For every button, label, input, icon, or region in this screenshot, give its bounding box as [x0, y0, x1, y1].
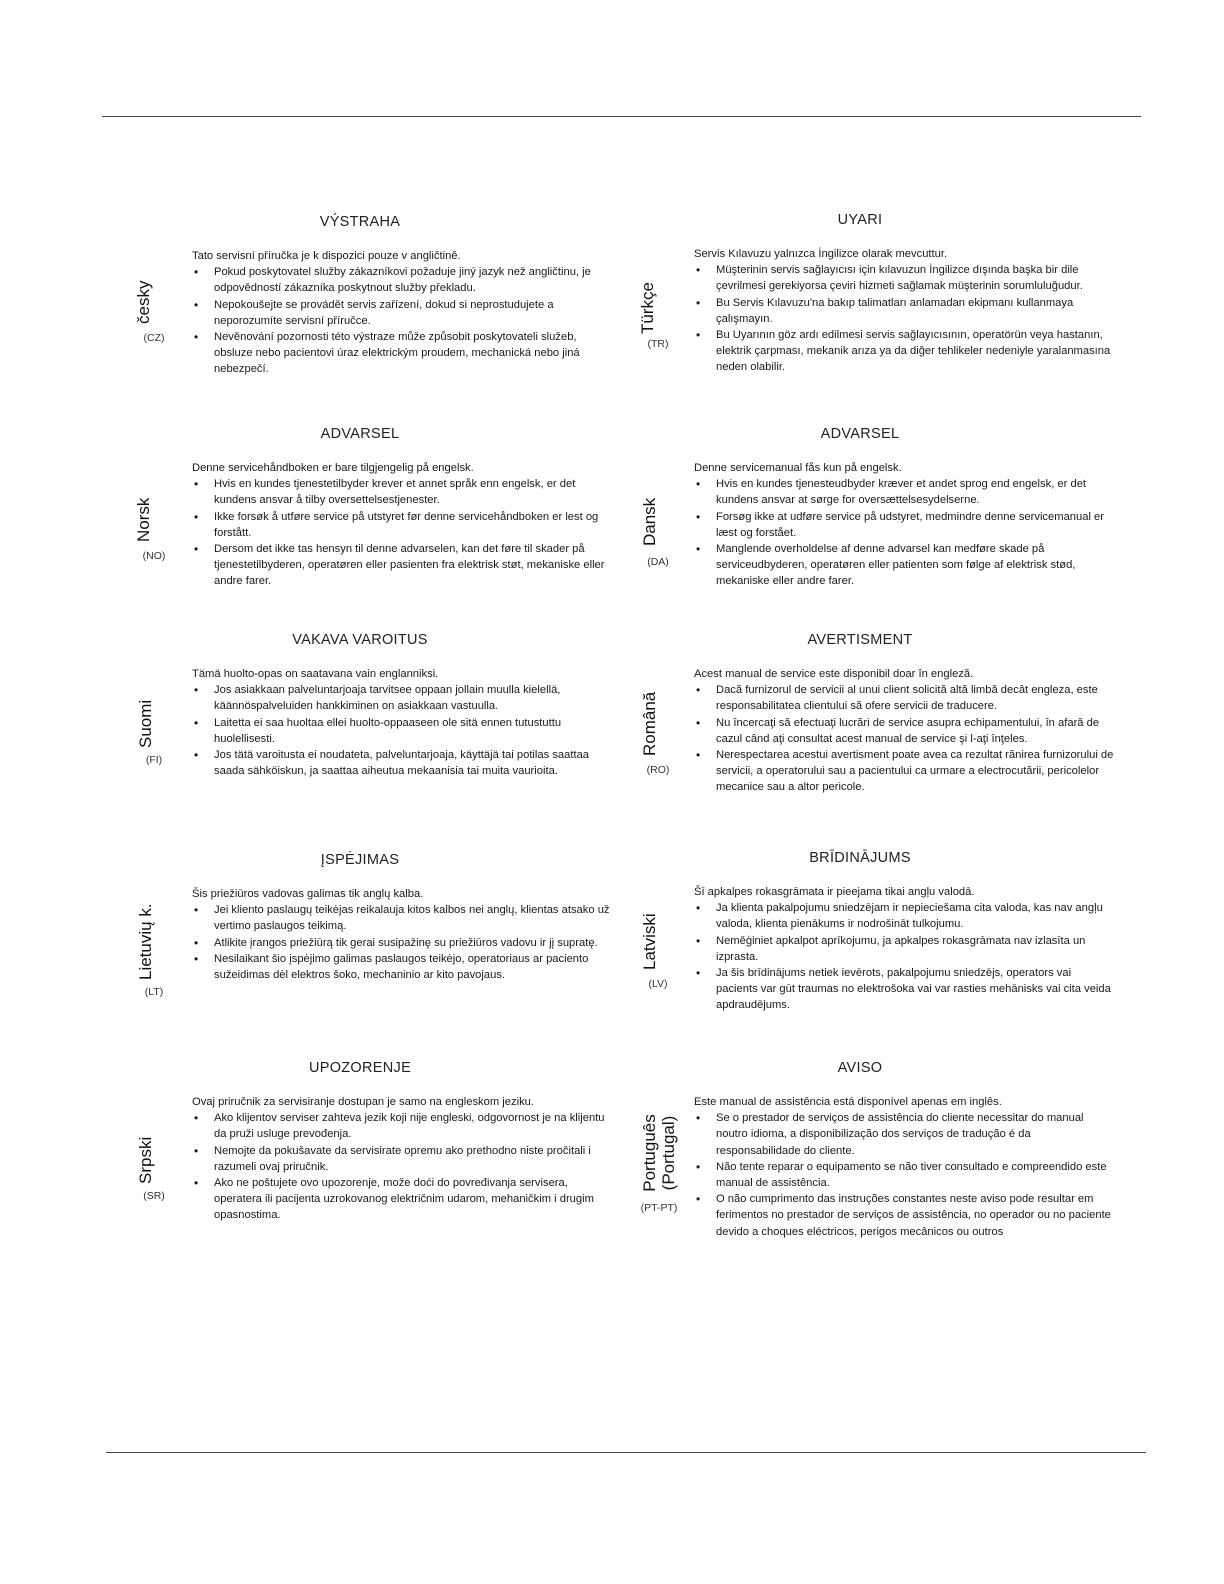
warning-heading: AVISO	[837, 1060, 883, 1076]
warning-bullet: • Hvis en kundes tjenesteudbyder kræver et andet sprog end engelsk, er det kundens ansvar at sørge for oversættelsesydelserne.	[694, 476, 1114, 508]
warning-bullet: • Ikke forsøk å utføre service på utstyret før denne servicehåndboken er lest og forstått.	[192, 509, 617, 541]
warning-section-no	[100, 426, 620, 606]
warning-section-cz	[100, 214, 620, 394]
warning-list	[192, 682, 617, 779]
warning-section-da	[600, 426, 1120, 606]
warning-bullet: • Hvis en kundes tjenestetilbyder krever et annet språk enn engelsk, er det kundens ansvar å tilby oversettelsestjenester.	[192, 476, 617, 508]
warning-bullet: • Não tente reparar o equipamento se não tiver consultado e compreendido este manual de assistência.	[694, 1159, 1114, 1191]
warning-bullet: • O não cumprimento das instruções constantes neste aviso pode resultar em ferimentos no prestador de serviços de assistência, no operador ou no paciente devido a choques eléctricos, perigos mecânicos ou outros	[694, 1191, 1114, 1240]
warning-bullet: • Nevěnování pozornosti této výstraze může způsobit poskytovateli služeb, obsluze nebo pacientovi úraz elektrickým proudem, mechanická nebo jiná nebezpečí.	[192, 329, 617, 378]
warning-bullet: • Forsøg ikke at udføre service på udstyret, medmindre denne servicemanual er læst og forstået.	[694, 509, 1114, 541]
warning-bullet: • Jos tätä varoitusta ei noudateta, palveluntarjoaja, käyttäjä tai potilas saattaa saada sähköiskun, ja saattaa aiheutua mekaanisia tai muita vaurioita.	[192, 747, 617, 779]
warning-bullet: • Atlikite įrangos priežiūrą tik gerai susipažinę su priežiūros vadovu ir jį supratę.	[192, 935, 617, 951]
warning-section-sr	[100, 1060, 620, 1240]
warning-heading: AVERTISMENT	[807, 632, 913, 648]
warning-intro: Denne servicemanual fås kun på engelsk.	[694, 462, 902, 474]
warning-bullet: • Dacă furnizorul de servicii al unui client solicită altă limbă decât engleza, este responsabilitatea clientului să ofere servicii de traducere.	[694, 682, 1114, 714]
warning-bullet: • Laitetta ei saa huoltaa ellei huolto-oppaaseen ole sitä ennen tutustuttu huolellisesti.	[192, 715, 617, 747]
warning-intro: Denne servicehåndboken er bare tilgjengelig på engelsk.	[192, 462, 474, 474]
warning-intro: Tato servisní příručka je k dispozici pouze v angličtině.	[192, 250, 461, 262]
warning-intro: Este manual de assistência está disponível apenas em inglês.	[694, 1096, 1002, 1108]
language-code: (TR)	[647, 338, 669, 350]
warning-bullet: • Jos asiakkaan palveluntarjoaja tarvitsee oppaan jollain muulla kielellä, käännöspalveluiden hankkiminen on asiakkaan vastuulla.	[192, 682, 617, 714]
language-name: Română	[640, 691, 659, 756]
warning-intro: Servis Kılavuzu yalnızca İngilizce olarak mevcuttur.	[694, 248, 948, 260]
warning-bullet: • Bu Uyarının göz ardı edilmesi servis sağlayıcısının, operatörün veya hastanın, elektrik çarpması, mekanik arıza ya da diğer tehlikeler nedeniyle yaralanmasına neden olabilir.	[694, 327, 1114, 376]
language-name: Lietuvių k.	[136, 903, 155, 980]
warning-heading: ĮSPĖJIMAS	[320, 852, 400, 868]
warning-heading: ADVARSEL	[820, 426, 900, 442]
warning-body	[694, 1094, 1114, 1242]
warning-intro: Tämä huolto-opas on saatavana vain englanniksi.	[192, 668, 439, 680]
warning-section-lt	[100, 852, 620, 1032]
warning-bullet: • Pokud poskytovatel služby zákazníkovi požaduje jiný jazyk než angličtinu, je odpovědností zákazníka poskytnout služby překladu.	[192, 264, 617, 296]
language-code: (FI)	[145, 754, 163, 766]
warning-bullet: • Ako klijentov serviser zahteva jezik koji nije engleski, odgovornost je na klijentu da pruži usluge prevođenja.	[192, 1110, 617, 1142]
language-name: Dansk	[640, 497, 659, 546]
warning-bullet: • Manglende overholdelse af denne advarsel kan medføre skade på serviceudbyderen, operatøren eller patienten som følge af elektrisk stød, mekaniske eller andre farer.	[694, 541, 1114, 590]
warning-bullet: • Neměģiniet apkalpot aprīkojumu, ja apkalpes rokasgrāmata nav izlasīta un izprasta.	[694, 933, 1114, 965]
warning-heading: VÝSTRAHA	[319, 214, 401, 230]
warning-list	[192, 902, 617, 983]
warning-body	[192, 886, 617, 983]
warning-bullet: • Nemojte da pokušavate da servisirate opremu ako prethodno niste pročitali i razumeli ovaj priručnik.	[192, 1143, 617, 1175]
warning-list	[192, 264, 617, 377]
warning-list	[694, 262, 1114, 375]
language-name: česky	[134, 280, 153, 324]
warning-body	[192, 248, 617, 378]
warning-body	[192, 460, 617, 590]
bottom-rule	[106, 1452, 1146, 1453]
language-code: (LT)	[144, 986, 164, 998]
warning-bullet: • Ako ne poštujete ovo upozorenje, može doći do povređivanja servisera, operatera ili pacijenta uzrokovanog električnim udarom, mehaničkim i drugim opasnostima.	[192, 1175, 617, 1224]
warning-body	[192, 666, 617, 779]
language-code: (SR)	[143, 1190, 165, 1202]
warning-list	[694, 476, 1114, 589]
language-name: Srpski	[136, 1136, 155, 1184]
warning-body	[694, 246, 1114, 376]
language-code: (LV)	[648, 978, 668, 990]
warning-bullet: • Müşterinin servis sağlayıcısı için kılavuzun İngilizce dışında başka bir dile çevrilmesi gerekiyorsa çeviri hizmeti sağlamak müşterinin sorumluluğudur.	[694, 262, 1114, 294]
warning-section-pt	[600, 1060, 1120, 1240]
warning-bullet: • Se o prestador de serviços de assistência do cliente necessitar do manual noutro idioma, a disponibilização dos serviços de tradução é da responsabilidade do cliente.	[694, 1110, 1114, 1159]
warning-intro: Acest manual de service este disponibil doar în engleză.	[694, 668, 974, 680]
language-name: Norsk	[134, 497, 153, 542]
warning-bullet: • Nesilaikant šio įspėjimo galimas paslaugos teikėjo, operatoriaus ar paciento sužeidimas dėl elektros šoko, mechaninio ar kito pavojaus.	[192, 951, 617, 983]
language-code: (DA)	[647, 556, 669, 568]
warning-bullet: • Nerespectarea acestui avertisment poate avea ca rezultat rănirea furnizorului de servicii, a operatorului sau a pacientului ca urmare a electrocutării, pericolelor mecanice sau a altor pericole.	[694, 747, 1114, 796]
warning-heading: ADVARSEL	[320, 426, 400, 442]
warning-bullet: • Ja klienta pakalpojumu sniedzējam ir nepieciešama cita valoda, kas nav angļu valoda, klienta pienākums ir nodrošināt tulkojumu.	[694, 900, 1114, 932]
warning-heading: UPOZORENJE	[308, 1060, 412, 1076]
warning-bullet: • Ja šis brīdinājums netiek ievērots, pakalpojumu sniedzējs, operators vai pacients var gūt traumas no elektrošoka vai var rasties mehānisks vai cita veida apdraudējums.	[694, 965, 1114, 1014]
warning-list	[694, 682, 1114, 795]
warning-section-tr	[600, 212, 1120, 392]
warning-body	[694, 884, 1114, 1014]
warning-bullet: • Dersom det ikke tas hensyn til denne advarselen, kan det føre til skader på tjenestetilbyderen, operatøren eller pasienten fra elektrisk støt, mekaniske eller andre farer.	[192, 541, 617, 590]
warning-bullet: • Nepokoušejte se provádět servis zařízení, dokud si neprostudujete a neporozumíte servisní příručce.	[192, 297, 617, 329]
warning-heading: BRĪDINĀJUMS	[809, 850, 911, 866]
warning-list	[694, 1110, 1114, 1240]
warning-body	[694, 460, 1114, 590]
warning-list	[192, 476, 617, 589]
warning-heading: VAKAVA VAROITUS	[292, 632, 428, 648]
warning-section-ro	[600, 632, 1120, 812]
language-code: (CZ)	[143, 332, 165, 344]
warning-section-fi	[100, 632, 620, 812]
warning-body	[192, 1094, 617, 1224]
warning-section-lv	[600, 850, 1120, 1030]
language-name: Latviski	[640, 913, 659, 970]
language-code: (NO)	[142, 550, 166, 562]
warning-bullet: • Jei kliento paslaugų teikėjas reikalauja kitos kalbos nei anglų, klientas atsako už vertimo paslaugos teikimą.	[192, 902, 617, 934]
top-rule	[102, 116, 1141, 117]
warning-intro: Ovaj priručnik za servisiranje dostupan je samo na engleskom jeziku.	[192, 1096, 534, 1108]
language-name: Suomi	[136, 699, 155, 748]
language-name: Português (Portugal)	[640, 1114, 678, 1192]
language-code: (RO)	[646, 764, 670, 776]
language-name: Türkçe	[638, 282, 657, 334]
warning-intro: Šī apkalpes rokasgrāmata ir pieejama tikai angļu valodā.	[694, 886, 975, 898]
language-code: (PT-PT)	[640, 1202, 678, 1214]
warning-heading: UYARI	[837, 212, 883, 228]
warning-bullet: • Bu Servis Kılavuzu'na bakıp talimatları anlamadan ekipmanı kullanmaya çalışmayın.	[694, 295, 1114, 327]
warning-body	[694, 666, 1114, 796]
warning-list	[694, 900, 1114, 1013]
warning-intro: Šis priežiūros vadovas galimas tik anglų kalba.	[192, 888, 424, 900]
warning-list	[192, 1110, 617, 1223]
warning-bullet: • Nu încercaţi să efectuaţi lucrări de service asupra echipamentului, în afară de cazul când aţi consultat acest manual de service şi l-aţi înţeles.	[694, 715, 1114, 747]
